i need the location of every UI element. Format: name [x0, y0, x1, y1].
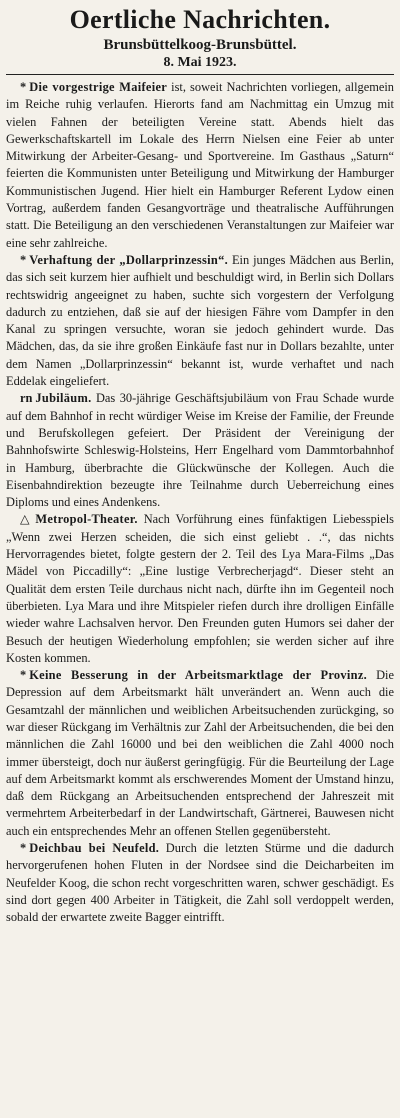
- article-maifeier: [6, 79, 394, 252]
- article-marker: *: [20, 841, 27, 856]
- article-marker: *: [20, 80, 27, 94]
- article-title: Die vorgestrige Maifeier: [29, 80, 168, 94]
- triangle-icon: △: [20, 512, 33, 527]
- date-line: 8. Mai 1923.: [163, 55, 237, 70]
- article-title: Keine Besserung in der Arbeitsmarktlage der Provinz.: [29, 668, 368, 683]
- article-arbeitsmarkt: [6, 667, 394, 840]
- article-body: Durch die letzten Stürme und die dadurch hervorgerufenen hohen Fluten in der Nordsee sind die Deicharbeiten im Neufelder Koog, die schon recht vorgeschritten waren, schwer geschädigt. Es sind dort gegen 400 Arbeiter in Tätigkeit, die Zahl soll verdoppelt werden, sobald der erwartete zweite Bagger eintrifft.: [6, 841, 394, 925]
- article-body: Nach Vorführung eines fünfaktigen Liebesspiels „Wenn zwei Herzen scheiden, die sich einst geliebt . .“, das nichts Hervorragendes bietet, folgte gestern der 2. Teil des Lya Mara-Films „Das Mädel von Piccadilly“: „Eine lustige Verbrecherjagd“. Dieser steht an Qualität dem ersten Teile durchaus nicht nach, dürfte ihn im Gegenteil noch überbieten. Lya Mara und ihre Mitspieler riefen durch ihre drolligen Einfälle wieder wahre Lachsalven hervor. Den Freunden guten Humors sei daher der Besuch der heutigen Wiederholung empfohlen; sie werden sicher auf ihre Kosten kommen.: [6, 512, 394, 665]
- article-jubilaeum: [6, 390, 394, 511]
- article-metropol-theater: [6, 511, 394, 667]
- place-line: Brunsbüttelkoog-Brunsbüttel.: [103, 37, 297, 53]
- article-title: Verhaftung der „Dollarprinzessin“.: [29, 252, 229, 267]
- header-divider: [6, 74, 394, 75]
- masthead: [6, 4, 394, 72]
- article-deichbau: [6, 840, 394, 926]
- article-title: Metropol-Theater.: [35, 512, 138, 527]
- article-marker: rn: [20, 391, 33, 406]
- article-marker: *: [20, 252, 27, 267]
- article-body: Die Depression auf dem Arbeitsmarkt hält unverändert an. Wenn auch die Gesamtzahl der männlichen und weiblichen Arbeitsuchenden zurückging, so war dieser Rückgang im Verhältnis zur Zahl der Arbeitsuchenden, die bei den männlichen die Zahl 16000 und bei den weiblichen die Zahl 4000 noch immer übersteigt, doch nur äußerst geringfügig. Für die Beurteilung der Lage auf dem Arbeitsmarkt kommt als erschwerendes Moment der Umstand hinzu, daß dem Rückgang an Arbeitsuchenden entsprechend der Jahreszeit mit vermehrtem Arbeiterbedarf in der Landwirtschaft, Gärtnerei, Bauwesen nicht auch ein entsprechendes Mehr an offenen Stellen gegenübersteht.: [6, 668, 394, 838]
- article-title: Jubiläum.: [35, 391, 92, 406]
- article-title: Deichbau bei Neufeld.: [29, 841, 160, 856]
- section-headline: Oertliche Nachrichten.: [69, 5, 331, 34]
- article-body: Das 30-jährige Geschäftsjubiläum von Frau Schade wurde auf dem Bahnhof in recht würdiger Weise im Kreise der Familie, der Freunde und Berufskollegen gefeiert. Der Präsident der Vereinigung der Bahnhofswirte Schleswig-Holsteins, Herr Engelhard vom Dammtorbahnhof in Hamburg, überbrachte die Glückwünsche der Kollegen. Auch die Eisenbahndirektion bezeugte ihre Teilnahme durch Ueberreichung eines Diploms und eines Andenkens.: [6, 391, 394, 510]
- article-body: ist, soweit Nachrichten vorliegen, allgemein im Reiche ruhig verlaufen. Hierorts fand am Nachmittag ein Umzug mit vielen Fahnen der beteiligten Vereine statt. Abends hielt das Gewerkschaftskartell im Lokale des Herrn Nielsen eine Feier ab unter Mitwirkung der Arbeiter-Gesang- und Sportvereine. Im Gasthaus „Saturn“ feierten die Kommunisten unter Beteiligung und Mitwirkung der Hamburger Kommunistischen Jugend. Hier hielt ein Hamburger Referent Lydow einen Vortrag, außerdem fanden Gesangvorträge und theatralische Aufführungen statt. Die Beteiligung an den verschiedenen Veranstaltungen zur Maifeier war eine sehr zahlreiche.: [6, 80, 394, 250]
- article-body: Ein junges Mädchen aus Berlin, das sich seit kurzem hier aufhielt und beschuldigt wird, in Berlin sich Dollars rechtswidrig angeeignet zu haben, suchte sich vorgestern der Verfolgung dadurch zu entziehen, daß sie auf der hiesigen Fähre vom Dampfer in den Kanal zu springen versuchte, woran sie jedoch gehindert wurde. Das Mädchen, das, da sie ihre großen Einkäufe fast nur in Dollars bezahlte, unter dem Namen „Dollarprinzessin“ bekannt ist, wurde verhaftet und nach Eddelak eingeliefert.: [6, 252, 394, 389]
- article-marker: *: [20, 668, 27, 683]
- article-dollarprinzessin: [6, 252, 394, 390]
